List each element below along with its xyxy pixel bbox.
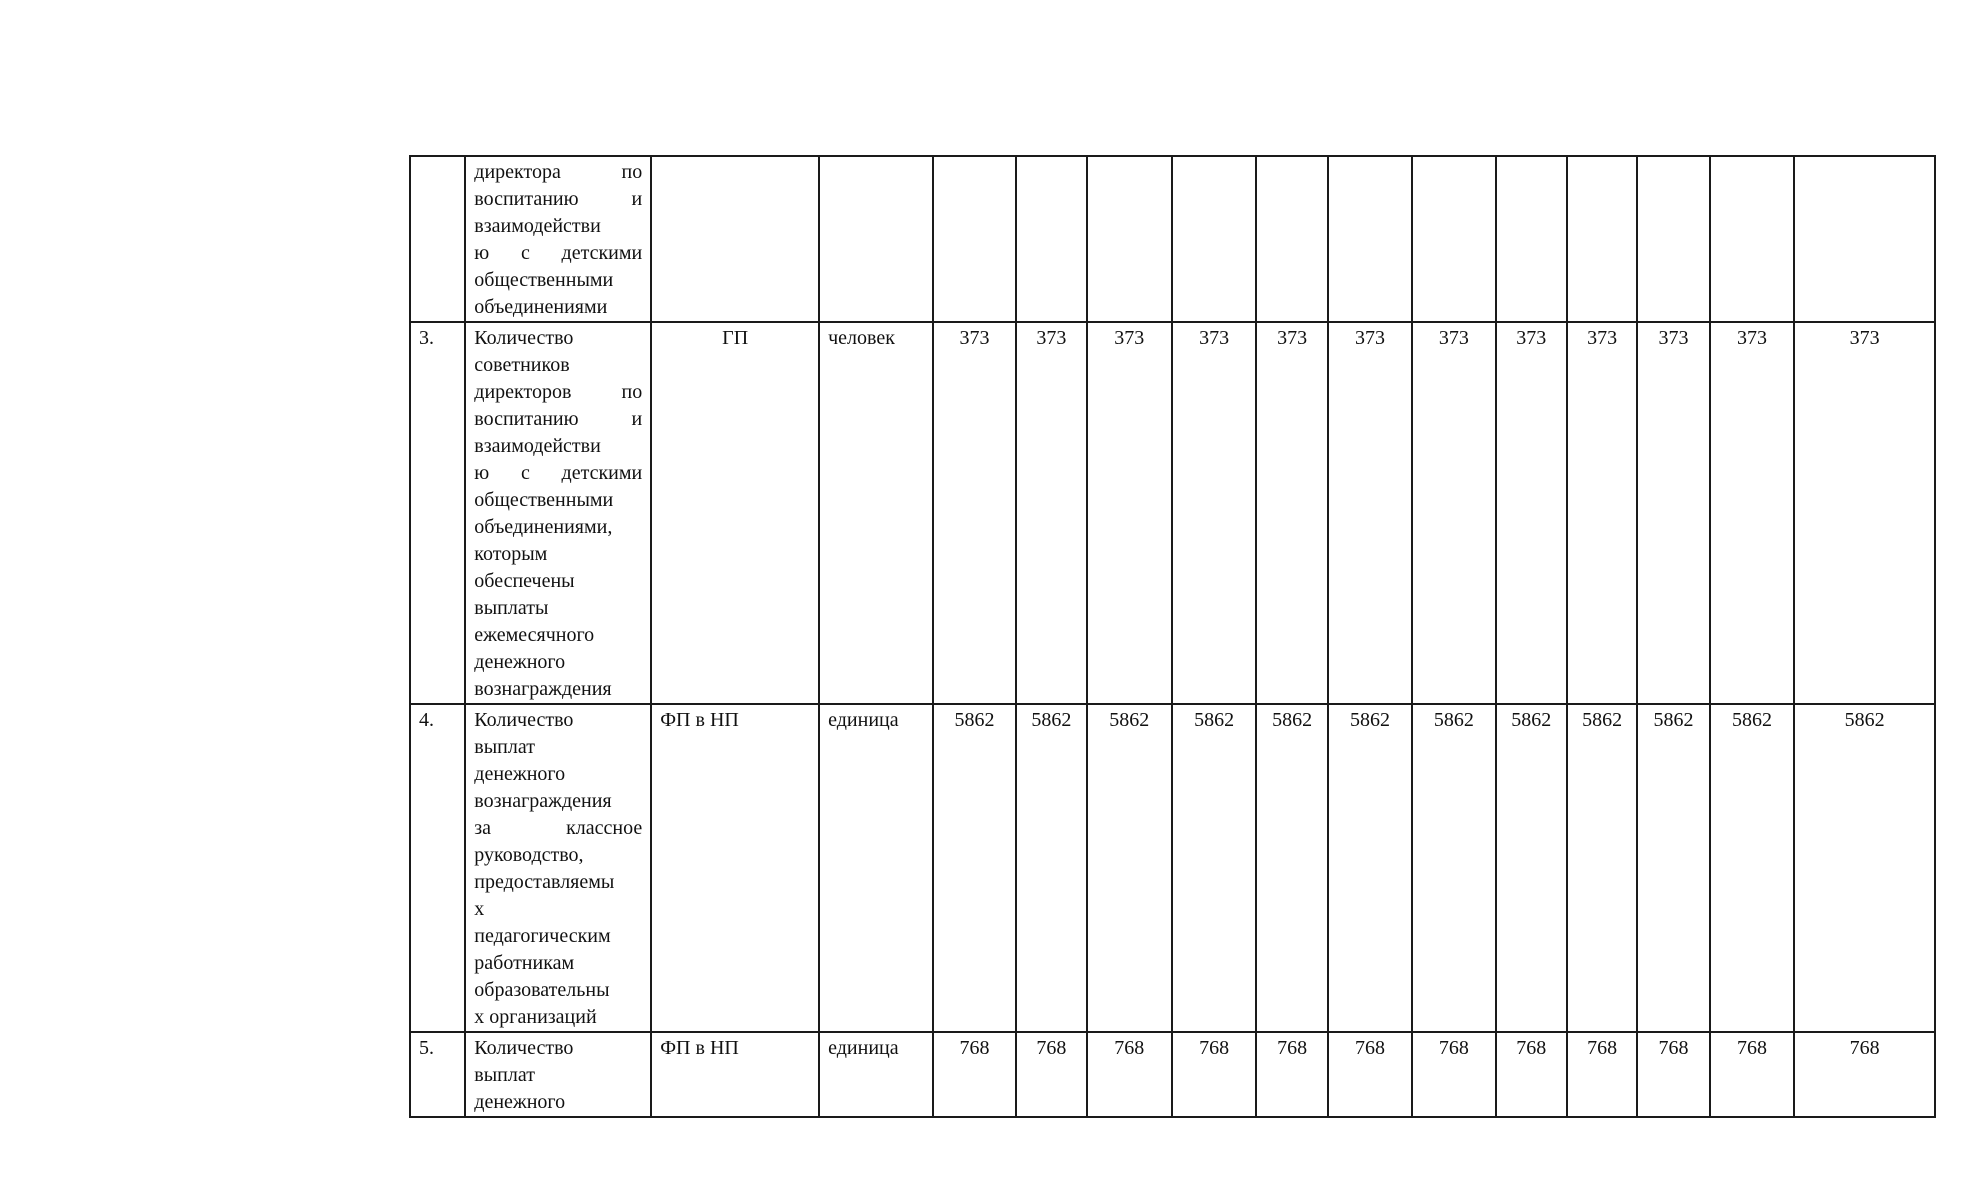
indicator-name-line: руководство,: [474, 844, 584, 866]
value-cell: [1016, 156, 1086, 322]
indicator-name-line: директоров по: [474, 381, 643, 403]
value-cell: [1328, 156, 1412, 322]
value-cell: [1710, 156, 1794, 322]
source-cell: ГП: [651, 322, 819, 704]
row-number: 3.: [410, 322, 465, 704]
indicator-name-line: педагогическим: [474, 925, 611, 947]
indicator-name: [465, 704, 651, 1032]
value-cell: 5862: [1794, 704, 1935, 1032]
value-cell: 5862: [1637, 704, 1709, 1032]
indicator-name-line: Количество: [474, 327, 574, 349]
indicator-name-line: выплат: [474, 1064, 535, 1086]
table-row: [410, 1032, 1935, 1117]
indicator-name-line: обеспечены: [474, 570, 575, 592]
value-cell: [1087, 156, 1172, 322]
indicator-name: [465, 156, 651, 322]
indicators-table: [409, 155, 1936, 1118]
unit-cell: человек: [819, 322, 933, 704]
table-row: [410, 704, 1935, 1032]
value-cell: 5862: [1256, 704, 1327, 1032]
indicator-name-line: образовательны: [474, 979, 610, 1001]
value-cell: 5862: [1328, 704, 1412, 1032]
value-cell: 768: [1710, 1032, 1794, 1117]
indicator-name-line: денежного: [474, 651, 566, 673]
indicator-name: [465, 1032, 651, 1117]
value-cell: [1496, 156, 1567, 322]
value-cell: 373: [1087, 322, 1172, 704]
value-cell: 768: [1496, 1032, 1567, 1117]
indicator-name-line: денежного: [474, 763, 566, 785]
indicator-name-line: вознаграждения: [474, 678, 612, 700]
indicator-name-line: директора по: [474, 161, 643, 183]
indicator-name-line: Количество: [474, 1037, 574, 1059]
indicator-name-line: ю с детскими: [474, 242, 643, 264]
indicator-name-line: общественными: [474, 489, 614, 511]
value-cell: 768: [1016, 1032, 1086, 1117]
value-cell: 5862: [1172, 704, 1256, 1032]
value-cell: [933, 156, 1016, 322]
source-cell: ФП в НП: [651, 704, 819, 1032]
value-cell: 768: [1172, 1032, 1256, 1117]
value-cell: 373: [1710, 322, 1794, 704]
unit-cell: единица: [819, 704, 933, 1032]
indicator-name-line: взаимодействи: [474, 215, 601, 237]
value-cell: 768: [1087, 1032, 1172, 1117]
indicator-name-line: ежемесячного: [474, 624, 595, 646]
row-number: 4.: [410, 704, 465, 1032]
value-cell: 5862: [1087, 704, 1172, 1032]
value-cell: 373: [1256, 322, 1327, 704]
indicator-name-line: выплаты: [474, 597, 549, 619]
value-cell: 373: [1496, 322, 1567, 704]
value-cell: 768: [1794, 1032, 1935, 1117]
indicator-name-line: взаимодействи: [474, 435, 601, 457]
value-cell: 5862: [1412, 704, 1495, 1032]
value-cell: 5862: [933, 704, 1016, 1032]
table-body: [410, 156, 1935, 1117]
indicator-name-line: денежного: [474, 1091, 566, 1113]
indicator-name-line: ю с детскими: [474, 462, 643, 484]
value-cell: 373: [933, 322, 1016, 704]
row-number: [410, 156, 465, 322]
indicator-name-line: за классное: [474, 817, 643, 839]
value-cell: [1412, 156, 1495, 322]
source-cell: ФП в НП: [651, 1032, 819, 1117]
row-number: 5.: [410, 1032, 465, 1117]
indicator-name-line: х организаций: [474, 1006, 597, 1028]
indicator-name-line: предоставляемы: [474, 871, 615, 893]
indicator-name-line: работникам: [474, 952, 575, 974]
value-cell: 768: [1256, 1032, 1327, 1117]
value-cell: 5862: [1710, 704, 1794, 1032]
value-cell: 5862: [1567, 704, 1637, 1032]
indicator-name-line: которым: [474, 543, 548, 565]
value-cell: [1256, 156, 1327, 322]
value-cell: 768: [933, 1032, 1016, 1117]
value-cell: 373: [1328, 322, 1412, 704]
value-cell: 373: [1172, 322, 1256, 704]
indicator-name-line: х: [474, 898, 485, 920]
indicator-name-line: Количество: [474, 709, 574, 731]
value-cell: 768: [1567, 1032, 1637, 1117]
value-cell: [1637, 156, 1709, 322]
value-cell: 373: [1637, 322, 1709, 704]
value-cell: 373: [1567, 322, 1637, 704]
value-cell: [1172, 156, 1256, 322]
indicator-name-line: воспитанию и: [474, 408, 643, 430]
table-row: [410, 156, 1935, 322]
indicator-name-line: выплат: [474, 736, 535, 758]
indicator-name-line: объединениями,: [474, 516, 613, 538]
value-cell: [1794, 156, 1935, 322]
source-cell: [651, 156, 819, 322]
value-cell: 768: [1412, 1032, 1495, 1117]
value-cell: [1567, 156, 1637, 322]
value-cell: 5862: [1016, 704, 1086, 1032]
table-row: [410, 322, 1935, 704]
value-cell: 768: [1637, 1032, 1709, 1117]
unit-cell: единица: [819, 1032, 933, 1117]
indicator-name-line: воспитанию и: [474, 188, 643, 210]
value-cell: 373: [1016, 322, 1086, 704]
indicator-name-line: общественными: [474, 269, 614, 291]
value-cell: 768: [1328, 1032, 1412, 1117]
indicator-name: [465, 322, 651, 704]
indicator-name-line: объединениями: [474, 296, 608, 318]
indicator-name-line: советников: [474, 354, 570, 376]
value-cell: 373: [1412, 322, 1495, 704]
indicator-name-line: вознаграждения: [474, 790, 612, 812]
value-cell: 5862: [1496, 704, 1567, 1032]
unit-cell: [819, 156, 933, 322]
value-cell: 373: [1794, 322, 1935, 704]
